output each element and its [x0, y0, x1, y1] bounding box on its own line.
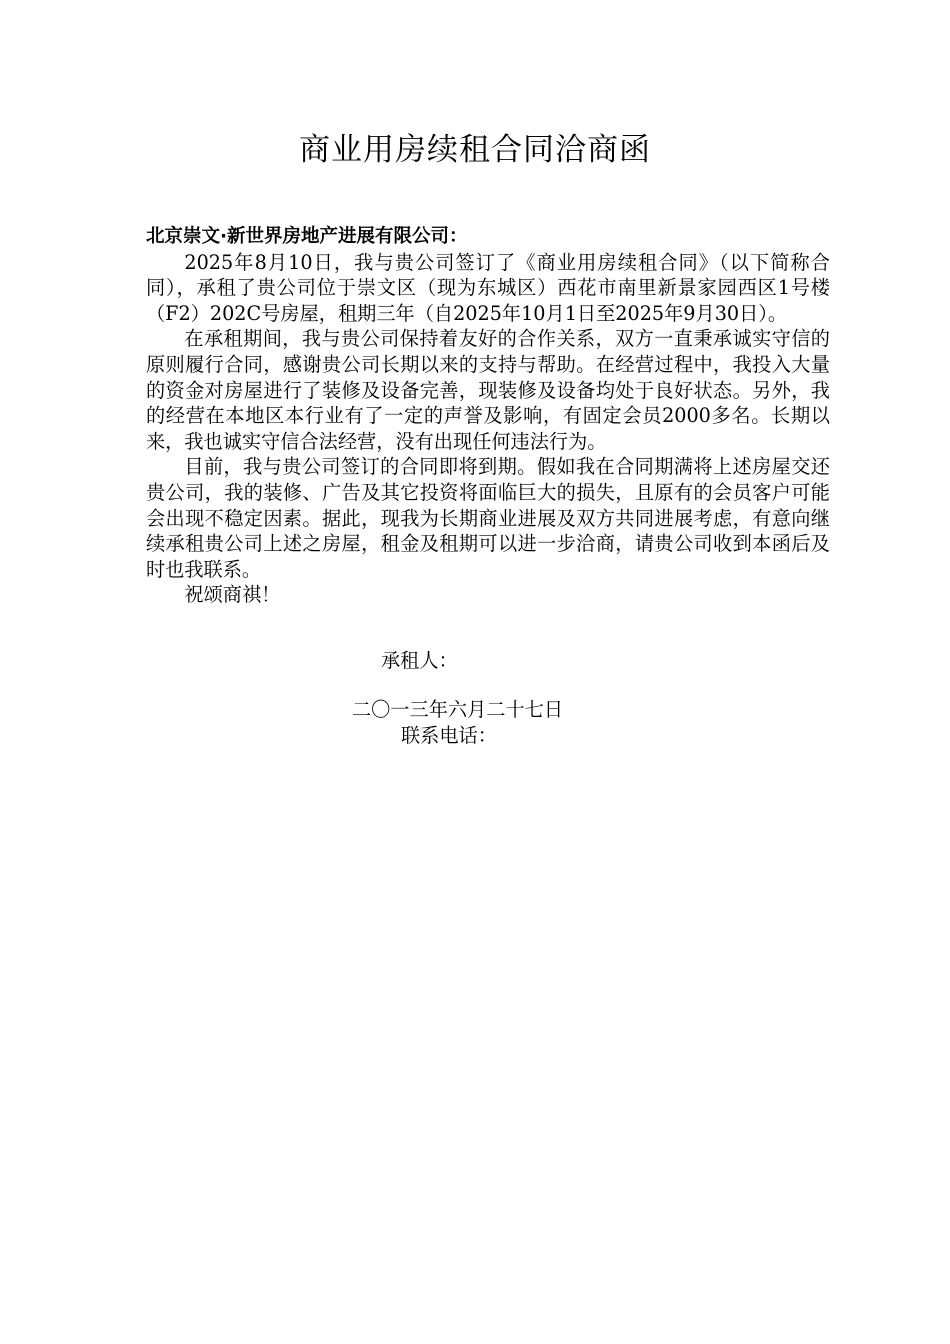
- phone-label: 联系电话：: [401, 724, 497, 747]
- addressee: 北京崇文·新世界房地产进展有限公司：: [146, 226, 468, 247]
- closing-salutation: 祝颂商祺！: [184, 583, 281, 607]
- paragraph-contract-info: 2025年8月10日，我与贵公司签订了《商业用房续租合同》（以下简称合同），承租了贵公司位于崇文区（现为东城区）西花市南里新景家园西区1号楼（F2）202C号房屋，租期三年（自2025年10月1日至2025年9月30日）。: [146, 250, 830, 325]
- letter-date: 二〇一三年六月二十七日: [352, 698, 564, 721]
- signer-label: 承租人：: [381, 649, 458, 672]
- document-title: 商业用房续租合同洽商函: [299, 132, 651, 168]
- paragraph-renewal-request: 目前，我与贵公司签订的合同即将到期。假如我在合同期满将上述房屋交还贵公司，我的装修、广告及其它投资将面临巨大的损失，且原有的会员客户可能会出现不稳定因素。据此，现我为长期商业进展及双方共同进展考虑，有意向继续承租贵公司上述之房屋，租金及租期可以进一步洽商，请贵公司收到本函后及时也我联系。: [146, 455, 830, 581]
- paragraph-cooperation: 在承租期间，我与贵公司保持着友好的合作关系，双方一直秉承诚实守信的原则履行合同，感谢贵公司长期以来的支持与帮助。在经营过程中，我投入大量的资金对房屋进行了装修及设备完善，现装修及设备均处于良好状态。另外，我的经营在本地区本行业有了一定的声誉及影响，有固定会员2000多名。长期以来，我也诚实守信合法经营，没有出现任何违法行为。: [146, 327, 830, 453]
- letter-body: [146, 224, 830, 608]
